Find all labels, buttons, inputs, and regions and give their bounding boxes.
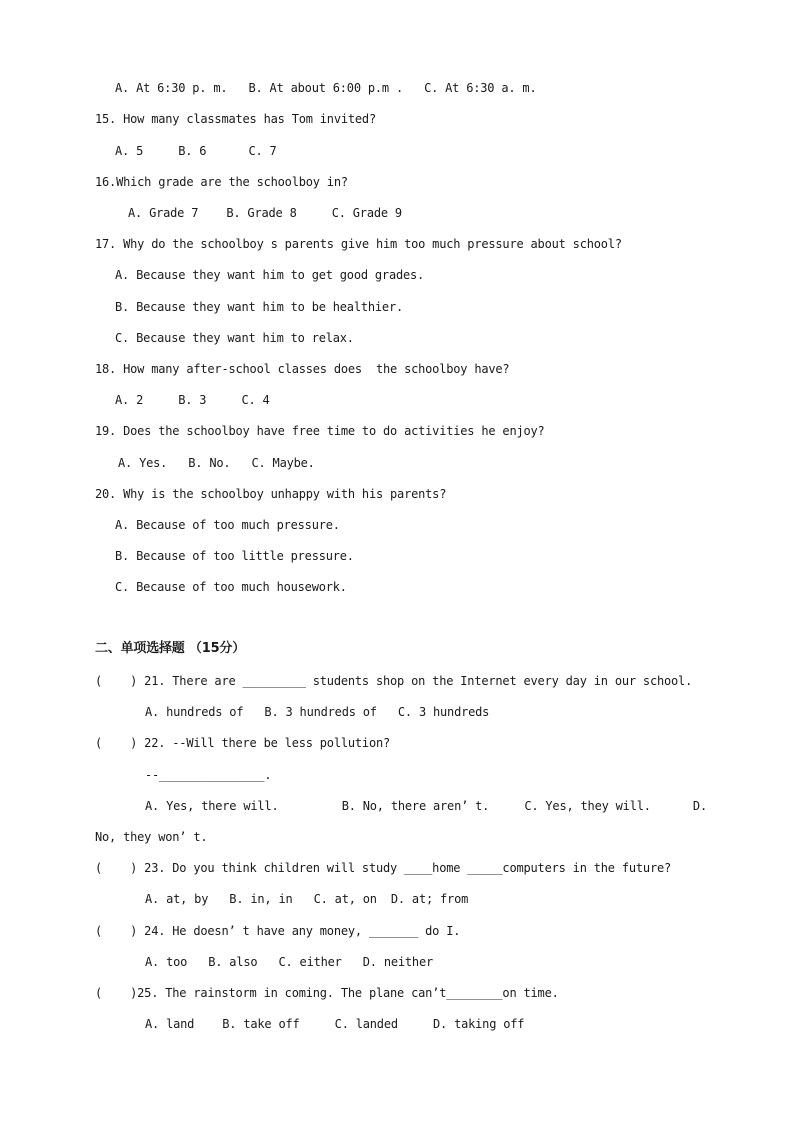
question-19: 19. Does the schoolboy have free time to do activities he enjoy? bbox=[95, 424, 545, 438]
section-heading: 二、单项选择题 （15分） bbox=[95, 641, 246, 656]
q14-options: A. At 6:30 p. m. B. At about 6:00 p.m . C. At 6:30 a. m. bbox=[115, 81, 537, 95]
q17-option-b: B. Because they want him to be healthier. bbox=[115, 300, 404, 314]
q20-option-b: B. Because of too little pressure. bbox=[115, 549, 354, 563]
q23-options: A. at, by B. in, in C. at, on D. at; from bbox=[145, 892, 469, 906]
q24-options: A. too B. also C. either D. neither bbox=[145, 955, 434, 969]
q18-options: A. 2 B. 3 C. 4 bbox=[115, 393, 270, 407]
q20-option-a: A. Because of too much pressure. bbox=[115, 518, 340, 532]
q15-options: A. 5 B. 6 C. 7 bbox=[115, 144, 277, 158]
q22-answer-blank: --_______________. bbox=[145, 768, 272, 782]
q22-options: A. Yes, there will. B. No, there aren’ t. C. Yes, they will. D. bbox=[145, 799, 707, 813]
q19-options: A. Yes. B. No. C. Maybe. bbox=[118, 456, 315, 470]
q17-option-a: A. Because they want him to get good grades. bbox=[115, 268, 425, 282]
q21-options: A. hundreds of B. 3 hundreds of C. 3 hundreds bbox=[145, 705, 490, 719]
question-18: 18. How many after-school classes does the schoolboy have? bbox=[95, 362, 510, 376]
q17-option-c: C. Because they want him to relax. bbox=[115, 331, 354, 345]
question-16: 16.Which grade are the schoolboy in? bbox=[95, 175, 348, 189]
question-25: ( )25. The rainstorm in coming. The plane can’t________on time. bbox=[95, 986, 559, 1000]
q16-options: A. Grade 7 B. Grade 8 C. Grade 9 bbox=[128, 206, 402, 220]
question-17: 17. Why do the schoolboy s parents give him too much pressure about school? bbox=[95, 237, 622, 251]
q25-options: A. land B. take off C. landed D. taking off bbox=[145, 1017, 525, 1031]
question-20: 20. Why is the schoolboy unhappy with his parents? bbox=[95, 487, 447, 501]
question-15: 15. How many classmates has Tom invited? bbox=[95, 112, 376, 126]
q22-options-continued: No, they won’ t. bbox=[95, 830, 208, 844]
question-23: ( ) 23. Do you think children will study ____home _____computers in the future? bbox=[95, 861, 672, 875]
question-24: ( ) 24. He doesn’ t have any money, _______ do I. bbox=[95, 924, 461, 938]
q20-option-c: C. Because of too much housework. bbox=[115, 580, 347, 594]
question-21: ( ) 21. There are _________ students shop on the Internet every day in our school. bbox=[95, 674, 693, 688]
question-22: ( ) 22. --Will there be less pollution? bbox=[95, 736, 391, 750]
